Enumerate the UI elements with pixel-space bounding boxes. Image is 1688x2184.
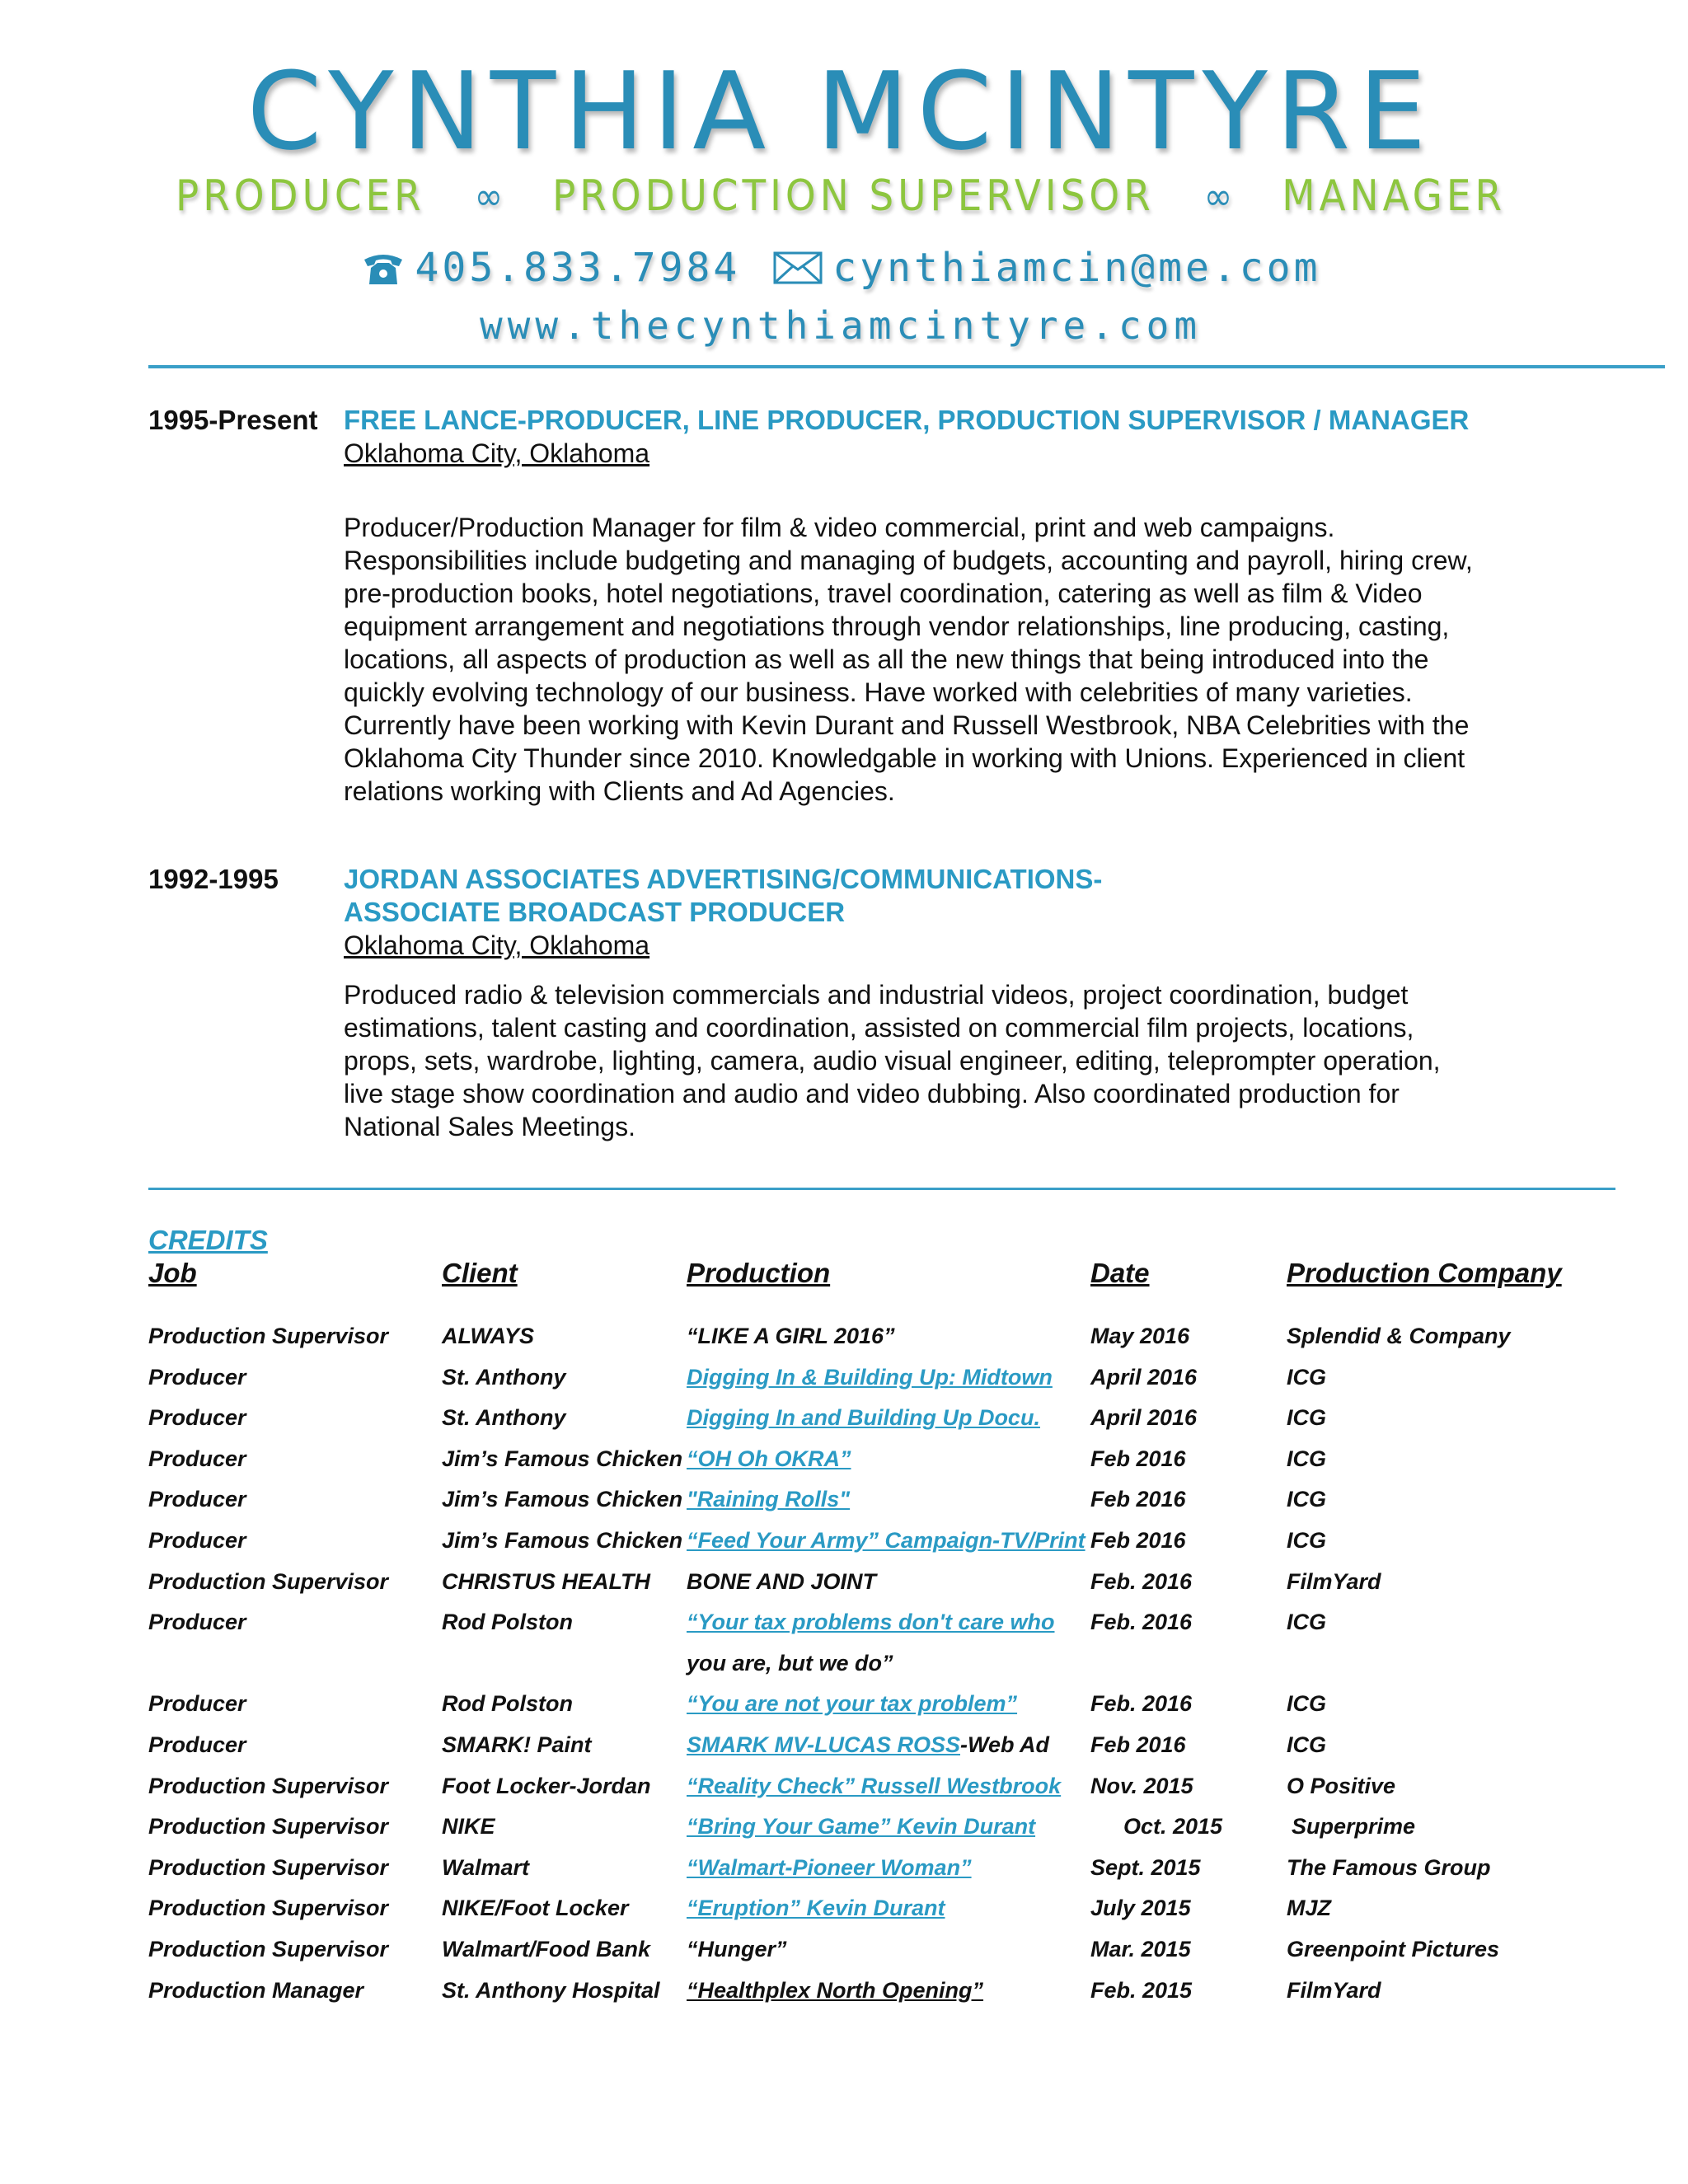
credit-job: Production Supervisor: [148, 1568, 389, 1594]
credit-production: [687, 1483, 850, 1516]
credit-company: ICG: [1287, 1691, 1327, 1717]
phone-icon: [361, 248, 406, 288]
credit-client: St. Anthony: [442, 1364, 566, 1390]
description-line: Produced radio & television commercials and industrial videos, project coordination, budget: [344, 980, 1409, 1010]
credit-production: [687, 1974, 983, 2007]
phone-number: 405.833.7984: [415, 245, 741, 291]
experience-description: [344, 978, 1531, 1143]
credit-production: [687, 1605, 1055, 1638]
credit-job: Producer: [148, 1446, 246, 1471]
credit-date: Feb 2016: [1090, 1487, 1186, 1512]
credit-production: [687, 1524, 1085, 1557]
credit-date: Nov. 2015: [1090, 1773, 1193, 1798]
experience-location: Oklahoma City, Oklahoma: [344, 930, 650, 960]
credit-client: Rod Polston: [442, 1610, 573, 1635]
column-header-job: Job: [148, 1258, 197, 1288]
credit-production: [687, 1647, 893, 1680]
credit-client: Walmart/Food Bank: [442, 1936, 651, 1961]
credit-row: [0, 1361, 1688, 1402]
credit-row: [0, 1933, 1688, 1974]
infinity-separator-icon: ∞: [1203, 174, 1233, 218]
credits-heading: CREDITS: [148, 1225, 268, 1255]
email-address: cynthiamcin@me.com: [832, 245, 1321, 291]
description-line: Oklahoma City Thunder since 2010. Knowledgable in working with Unions. Experienced in client: [344, 743, 1465, 773]
credit-date: April 2016: [1090, 1405, 1198, 1431]
credit-date: July 2015: [1090, 1896, 1191, 1921]
credit-row: [0, 1565, 1688, 1606]
credit-company: Greenpoint Pictures: [1287, 1936, 1500, 1961]
credit-row: [0, 1401, 1688, 1442]
credit-job: Production Supervisor: [148, 1936, 389, 1961]
credit-company: ICG: [1287, 1364, 1327, 1390]
credit-row: [0, 1483, 1688, 1524]
column-header-date: Date: [1090, 1258, 1150, 1288]
credit-company: ICG: [1287, 1487, 1327, 1512]
resume-header: [176, 49, 1506, 354]
website-link[interactable]: www.thecynthiamcintyre.com: [479, 303, 1203, 348]
credit-date: Sept. 2015: [1090, 1854, 1201, 1880]
credit-job: Producer: [148, 1527, 246, 1553]
credit-production: [687, 1442, 851, 1475]
credit-job: Production Supervisor: [148, 1896, 389, 1921]
role-producer: PRODUCER: [176, 171, 425, 221]
credit-row: [0, 1851, 1688, 1892]
experience-title: ASSOCIATE BROADCAST PRODUCER: [344, 897, 846, 927]
credits-table: [0, 1319, 1688, 2014]
experience-location: Oklahoma City, Oklahoma: [344, 438, 650, 468]
description-line: locations, all aspects of production as well as all the new things that being introduced into the: [344, 644, 1429, 674]
description-line: National Sales Meetings.: [344, 1112, 635, 1141]
credit-production: [687, 1933, 787, 1966]
credit-row: [0, 1319, 1688, 1361]
header-divider: [148, 365, 1665, 368]
credit-company: O Positive: [1287, 1773, 1396, 1798]
contact-line: [198, 235, 1484, 301]
credit-date: Feb. 2016: [1090, 1691, 1193, 1717]
credit-job: Production Supervisor: [148, 1854, 389, 1880]
credit-job: Producer: [148, 1487, 246, 1512]
credit-production: [687, 1687, 1017, 1720]
credit-job: Production Manager: [148, 1977, 364, 2003]
credit-client: Jim’s Famous Chicken: [442, 1446, 683, 1471]
credit-company: ICG: [1287, 1527, 1327, 1553]
credit-production: [687, 1769, 1061, 1802]
credit-client: Jim’s Famous Chicken: [442, 1527, 683, 1553]
credit-job: Producer: [148, 1405, 246, 1431]
column-header-production: Production: [687, 1258, 831, 1288]
credit-date: Feb 2016: [1090, 1527, 1186, 1553]
credit-client: NIKE/Foot Locker: [442, 1896, 629, 1921]
credit-client: Walmart: [442, 1854, 530, 1880]
experience-body: [344, 863, 1531, 1143]
experience-years: 1995-Present: [148, 405, 318, 435]
credit-job: Producer: [148, 1691, 246, 1717]
credit-company: MJZ: [1287, 1896, 1331, 1921]
production-title: you are, but we do”: [687, 1650, 893, 1675]
production-link[interactable]: “Feed Your Army” Campaign-TV/Print: [687, 1527, 1085, 1553]
credit-row: [0, 1728, 1688, 1769]
production-link[interactable]: SMARK MV-LUCAS ROSS: [687, 1732, 961, 1757]
credit-production: [687, 1851, 972, 1884]
credit-job: Production Supervisor: [148, 1814, 389, 1840]
description-line: live stage show coordination and audio and video dubbing. Also coordinated production for: [344, 1079, 1400, 1108]
credit-client: Rod Polston: [442, 1691, 573, 1717]
description-line: props, sets, wardrobe, lighting, camera, audio visual engineer, editing, teleprompter operation,: [344, 1046, 1441, 1076]
credit-date: May 2016: [1090, 1324, 1190, 1348]
credit-date: Oct. 2015: [1123, 1814, 1223, 1840]
description-line: relations working with Clients and Ad Agencies.: [344, 776, 895, 806]
production-title: “Hunger”: [687, 1936, 787, 1961]
production-suffix: -Web Ad: [960, 1732, 1050, 1757]
credit-company: Splendid & Company: [1287, 1324, 1511, 1348]
production-title: “LIKE A GIRL 2016”: [687, 1324, 895, 1348]
credit-production: [687, 1565, 876, 1598]
infinity-separator-icon: ∞: [474, 174, 504, 218]
column-header-company: Production Company: [1287, 1258, 1562, 1288]
description-line: Responsibilities include budgeting and managing of budgets, accounting and payroll, hiring crew,: [344, 546, 1473, 575]
credit-production: [687, 1810, 1035, 1843]
experience-years: 1992-1995: [148, 864, 279, 894]
credit-row: [0, 1974, 1688, 2015]
credit-client: ALWAYS: [442, 1324, 535, 1348]
production-link[interactable]: “OH Oh OKRA”: [687, 1446, 851, 1471]
description-line: estimations, talent casting and coordination, assisted on commercial film projects, locations,: [344, 1013, 1414, 1043]
production-title: “Healthplex North Opening”: [687, 1977, 984, 2003]
section-divider: [148, 1188, 1615, 1190]
credit-job: Producer: [148, 1732, 246, 1757]
production-link[interactable]: “Your tax problems don't care who: [687, 1610, 1055, 1635]
role-production-supervisor: PRODUCTION SUPERVISOR: [552, 171, 1155, 221]
production-link[interactable]: “Eruption” Kevin Durant: [687, 1896, 945, 1921]
credit-client: St. Anthony Hospital: [442, 1977, 660, 2003]
column-header-client: Client: [442, 1258, 518, 1288]
credit-company: ICG: [1287, 1446, 1327, 1471]
description-line: Producer/Production Manager for film & video commercial, print and web campaigns.: [344, 513, 1335, 542]
credit-row: [0, 1769, 1688, 1811]
production-link[interactable]: “Walmart-Pioneer Woman”: [687, 1854, 972, 1880]
credit-job: Producer: [148, 1364, 246, 1390]
candidate-name: CYNTHIA MCINTYRE: [246, 49, 1435, 174]
production-link[interactable]: “Bring Your Game” Kevin Durant: [687, 1814, 1036, 1840]
production-title: BONE AND JOINT: [687, 1568, 877, 1594]
credit-client: St. Anthony: [442, 1405, 566, 1431]
production-link[interactable]: “You are not your tax problem”: [687, 1691, 1018, 1717]
production-link[interactable]: "Raining Rolls": [687, 1487, 851, 1512]
credit-client: Jim’s Famous Chicken: [442, 1487, 683, 1512]
credit-row: [0, 1647, 1688, 1688]
credit-client: SMARK! Paint: [442, 1732, 592, 1757]
credit-production: [687, 1361, 1053, 1394]
credit-date: Feb. 2016: [1090, 1610, 1193, 1635]
credit-date: April 2016: [1090, 1364, 1198, 1390]
credit-row: [0, 1524, 1688, 1565]
description-line: pre-production books, hotel negotiations, travel coordination, catering as well as film & Video: [344, 579, 1423, 608]
credit-production: [687, 1891, 945, 1924]
credit-company: FilmYard: [1287, 1568, 1381, 1594]
role-line: [176, 167, 1506, 225]
credit-company: Superprime: [1292, 1814, 1416, 1840]
credit-job: Production Supervisor: [148, 1324, 389, 1348]
credit-company: The Famous Group: [1287, 1854, 1491, 1880]
credit-row: [0, 1891, 1688, 1933]
experience-title: JORDAN ASSOCIATES ADVERTISING/COMMUNICATIONS-: [344, 864, 1103, 894]
credit-date: Feb. 2016: [1090, 1568, 1193, 1594]
credit-company: ICG: [1287, 1610, 1327, 1635]
credit-row: [0, 1442, 1688, 1483]
credit-client: Foot Locker-Jordan: [442, 1773, 651, 1798]
credit-company: ICG: [1287, 1732, 1327, 1757]
credit-date: Feb. 2015: [1090, 1977, 1193, 2003]
experience-description: [344, 511, 1531, 808]
credit-job: Production Supervisor: [148, 1773, 389, 1798]
phone-contact[interactable]: [361, 235, 741, 301]
credit-client: NIKE: [442, 1814, 495, 1840]
credit-production: [687, 1319, 895, 1352]
credit-client: CHRISTUS HEALTH: [442, 1568, 650, 1594]
production-link[interactable]: Digging In and Building Up Docu.: [687, 1405, 1040, 1431]
experience-body: [344, 404, 1531, 808]
credit-date: Mar. 2015: [1090, 1936, 1191, 1961]
envelope-icon: [773, 251, 823, 284]
role-manager: MANAGER: [1282, 171, 1506, 221]
credit-date: Feb 2016: [1090, 1732, 1186, 1757]
credit-job: Producer: [148, 1610, 246, 1635]
description-line: equipment arrangement and negotiations through vendor relationships, line producing, casting,: [344, 612, 1450, 641]
credit-company: ICG: [1287, 1405, 1327, 1431]
email-contact[interactable]: [773, 235, 1320, 301]
credit-production: [687, 1728, 1049, 1761]
production-link[interactable]: Digging In & Building Up: Midtown: [687, 1364, 1053, 1390]
production-link[interactable]: “Reality Check” Russell Westbrook: [687, 1773, 1062, 1798]
experience-title: FREE LANCE-PRODUCER, LINE PRODUCER, PRODUCTION SUPERVISOR / MANAGER: [344, 405, 1470, 435]
description-line: quickly evolving technology of our business. Have worked with celebrities of many varieties.: [344, 677, 1413, 707]
credit-date: Feb 2016: [1090, 1446, 1186, 1471]
credit-production: [687, 1401, 1040, 1434]
credit-row: [0, 1810, 1688, 1851]
credit-row: [0, 1687, 1688, 1728]
description-line: Currently have been working with Kevin Durant and Russell Westbrook, NBA Celebrities with the: [344, 710, 1470, 740]
credit-company: FilmYard: [1287, 1977, 1381, 2003]
credit-row: [0, 1605, 1688, 1647]
